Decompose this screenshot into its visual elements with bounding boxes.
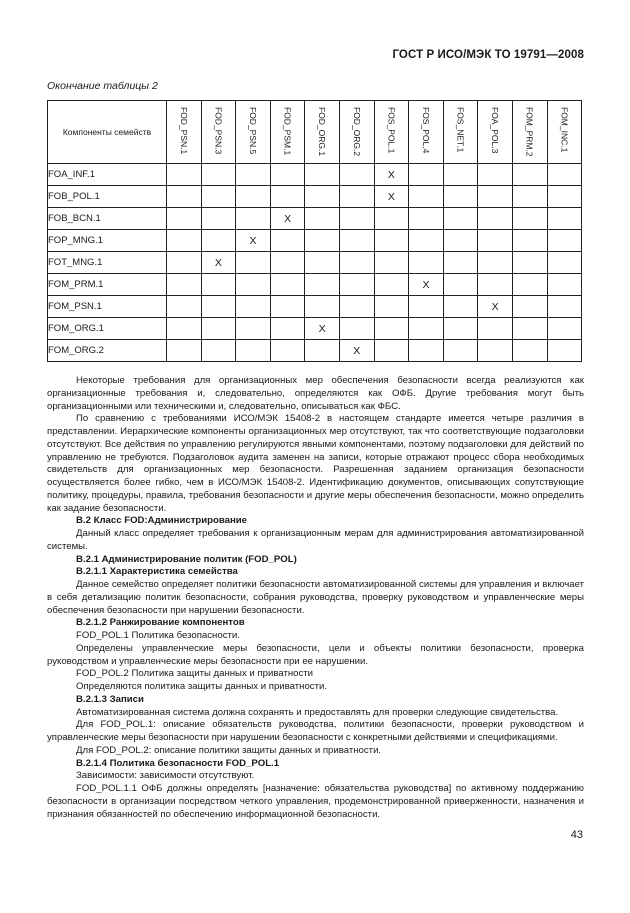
table-row bbox=[48, 340, 582, 362]
row-label: FOA_INF.1 bbox=[48, 164, 167, 186]
table-cell bbox=[478, 274, 513, 296]
table-cell bbox=[512, 274, 547, 296]
paragraph: FOD_POL.1.1 ОФБ должны определять [назначение: обязательства руководства] по активному поддержанию безопасности в организации посредством четкого управления, продемонстрированной приверженности, назначения и признания обязанностей по обеспечению информационной безопасности. bbox=[47, 783, 584, 820]
table-cell bbox=[201, 208, 236, 230]
table-cell bbox=[409, 208, 444, 230]
table-cell bbox=[374, 208, 409, 230]
section-heading: В.2 Класс FOD:Администрирование bbox=[76, 515, 248, 527]
table-cell bbox=[547, 274, 582, 296]
table-cell bbox=[270, 318, 305, 340]
column-header bbox=[201, 101, 236, 164]
table-cell bbox=[409, 318, 444, 340]
table-cell bbox=[201, 340, 236, 362]
table-cell bbox=[167, 208, 202, 230]
table-cell bbox=[167, 186, 202, 208]
table-cell bbox=[374, 318, 409, 340]
column-header-label: FOS_POL.4 bbox=[420, 107, 431, 154]
table-cell bbox=[201, 274, 236, 296]
table-cell: X bbox=[236, 230, 271, 252]
table-cell bbox=[339, 186, 374, 208]
table-cell bbox=[270, 274, 305, 296]
table-cell bbox=[547, 252, 582, 274]
paragraph: FOD_POL.1 Политика безопасности. bbox=[76, 630, 240, 641]
table-cell bbox=[443, 340, 478, 362]
table-cell bbox=[201, 164, 236, 186]
column-header-label: FOD_ORG.1 bbox=[317, 107, 328, 157]
table-cell bbox=[547, 208, 582, 230]
table-cell: X bbox=[374, 164, 409, 186]
document-header: ГОСТ Р ИСО/МЭК ТО 19791—2008 bbox=[392, 49, 584, 61]
table-cell bbox=[547, 164, 582, 186]
row-label: FOT_MNG.1 bbox=[48, 252, 167, 274]
table-cell bbox=[339, 208, 374, 230]
column-header bbox=[547, 101, 582, 164]
table-cell bbox=[201, 186, 236, 208]
row-label: FOM_PRM.1 bbox=[48, 274, 167, 296]
column-header bbox=[478, 101, 513, 164]
table-cell bbox=[305, 208, 340, 230]
row-label: FOP_MNG.1 bbox=[48, 230, 167, 252]
table-cell bbox=[270, 230, 305, 252]
table-cell bbox=[236, 274, 271, 296]
paragraph: Для FOD_POL.1: описание обязательств руководства, политики безопасности, проверки руководством и управленческие меры безопасности при нарушении безопасности с конкретными действиями и спецификациями. bbox=[47, 719, 584, 743]
table-cell bbox=[339, 318, 374, 340]
table-cell bbox=[512, 164, 547, 186]
table-cell bbox=[374, 252, 409, 274]
section-heading: В.2.1.4 Политика безопасности FOD_POL.1 bbox=[76, 757, 280, 769]
table-cell bbox=[409, 230, 444, 252]
table-cell bbox=[409, 296, 444, 318]
table-cell bbox=[478, 318, 513, 340]
paragraph: Автоматизированная система должна сохранять и предоставлять для проверки следующие свидетельства. bbox=[76, 706, 559, 718]
table-cell bbox=[236, 296, 271, 318]
table-cell bbox=[305, 164, 340, 186]
row-label: FOM_PSN.1 bbox=[48, 296, 167, 318]
table-cell bbox=[443, 230, 478, 252]
column-header-label: FOM_PRM.2 bbox=[524, 107, 535, 157]
body-text bbox=[47, 375, 584, 821]
table-cell bbox=[512, 208, 547, 230]
table-cell bbox=[443, 208, 478, 230]
column-header-label: FOD_PSN.3 bbox=[213, 107, 224, 155]
table-row bbox=[48, 296, 582, 318]
table-cell bbox=[512, 340, 547, 362]
column-header-label: FOD_PSN.5 bbox=[247, 107, 258, 155]
table-cell: X bbox=[270, 208, 305, 230]
column-header bbox=[305, 101, 340, 164]
table-cell bbox=[409, 340, 444, 362]
table-cell bbox=[305, 296, 340, 318]
table-cell: X bbox=[478, 296, 513, 318]
paragraph: FOD_POL.2 Политика защиты данных и приватности bbox=[76, 668, 314, 680]
table-cell bbox=[167, 274, 202, 296]
table-cell bbox=[512, 318, 547, 340]
table-cell bbox=[547, 340, 582, 362]
table-cell bbox=[478, 186, 513, 208]
table-cell bbox=[409, 186, 444, 208]
table-cell bbox=[236, 186, 271, 208]
column-header bbox=[374, 101, 409, 164]
table-cell bbox=[443, 252, 478, 274]
table-cell bbox=[339, 230, 374, 252]
table-cell bbox=[167, 164, 202, 186]
table-cell bbox=[443, 318, 478, 340]
column-header-label: FOD_PSM.1 bbox=[282, 107, 293, 156]
table-cell bbox=[305, 252, 340, 274]
table-cell bbox=[478, 252, 513, 274]
table-row bbox=[48, 186, 582, 208]
table-cell bbox=[512, 230, 547, 252]
table-cell bbox=[201, 230, 236, 252]
table-cell bbox=[443, 164, 478, 186]
table-cell bbox=[270, 340, 305, 362]
column-header bbox=[443, 101, 478, 164]
table-cell bbox=[339, 164, 374, 186]
column-header-label: FOA_POL.3 bbox=[490, 107, 501, 154]
table-cell bbox=[339, 296, 374, 318]
table-cell bbox=[167, 340, 202, 362]
table-cell bbox=[270, 252, 305, 274]
components-table bbox=[47, 100, 582, 362]
table-row bbox=[48, 274, 582, 296]
table-cell bbox=[270, 186, 305, 208]
table-cell bbox=[305, 230, 340, 252]
column-header-label: FOM_INC.1 bbox=[559, 107, 570, 153]
table-cell bbox=[512, 252, 547, 274]
table-cell bbox=[512, 186, 547, 208]
table-cell bbox=[305, 340, 340, 362]
table-cell bbox=[409, 252, 444, 274]
table-cell bbox=[201, 296, 236, 318]
table-cell bbox=[236, 318, 271, 340]
table-cell: X bbox=[305, 318, 340, 340]
row-label: FOB_BCN.1 bbox=[48, 208, 167, 230]
table-cell bbox=[478, 208, 513, 230]
table-cell bbox=[167, 318, 202, 340]
table-cell: X bbox=[339, 340, 374, 362]
section-heading: В.2.1 Администрирование политик (FOD_POL) bbox=[76, 553, 297, 565]
table-cell bbox=[201, 318, 236, 340]
paragraph: Определяются политика защиты данных и приватности. bbox=[76, 681, 327, 692]
row-label: FOB_POL.1 bbox=[48, 186, 167, 208]
paragraph: Зависимости: зависимости отсутствуют. bbox=[76, 770, 255, 782]
table-cell bbox=[547, 318, 582, 340]
table-cell bbox=[236, 164, 271, 186]
paragraph: Для FOD_POL.2: описание политики защиты данных и приватности. bbox=[76, 744, 382, 756]
table-cell bbox=[547, 186, 582, 208]
table-row bbox=[48, 230, 582, 252]
section-heading: В.2.1.1 Характеристика семейства bbox=[76, 566, 238, 578]
row-label: FOM_ORG.1 bbox=[48, 318, 167, 340]
column-header bbox=[339, 101, 374, 164]
row-label: FOM_ORG.2 bbox=[48, 340, 167, 362]
table-cell bbox=[443, 186, 478, 208]
table-row bbox=[48, 252, 582, 274]
column-header-label: FOS_POL.1 bbox=[386, 107, 397, 154]
paragraph: Некоторые требования для организационных мер обеспечения безопасности всегда реализуются как организационные требования и, следовательно, определяются как ОФБ. Другие требования могут быть организационными или техническими и, следовательно, описываться как ФБС. bbox=[47, 375, 584, 412]
table-cell bbox=[236, 340, 271, 362]
table-cell bbox=[270, 296, 305, 318]
table-row bbox=[48, 164, 582, 186]
column-header-label: FOS_NET.1 bbox=[455, 107, 466, 153]
table-cell bbox=[374, 274, 409, 296]
table-cell bbox=[547, 296, 582, 318]
column-header bbox=[167, 101, 202, 164]
column-header bbox=[512, 101, 547, 164]
table-cell bbox=[270, 164, 305, 186]
section-heading: В.2.1.2 Ранжирование компонентов bbox=[76, 617, 245, 629]
page-number: 43 bbox=[570, 829, 583, 841]
column-header-label: FOD_PSN.1 bbox=[178, 107, 189, 155]
table-row bbox=[48, 318, 582, 340]
table-cell bbox=[478, 230, 513, 252]
table-cell bbox=[478, 340, 513, 362]
column-header bbox=[409, 101, 444, 164]
table-cell bbox=[167, 252, 202, 274]
table-cell: X bbox=[374, 186, 409, 208]
table-cell bbox=[236, 252, 271, 274]
table-cell bbox=[167, 296, 202, 318]
table-cell bbox=[339, 252, 374, 274]
table-row bbox=[48, 208, 582, 230]
paragraph: Данное семейство определяет политики безопасности автоматизированной системы для управления и включает в себя детализацию политик безопасности, собрания руководства, проверку руководством и управленческие меры обеспечения безопасности при нарушении безопасности. bbox=[47, 579, 584, 616]
table-cell bbox=[305, 186, 340, 208]
table-cell bbox=[236, 208, 271, 230]
table-cell bbox=[443, 296, 478, 318]
table-cell bbox=[512, 296, 547, 318]
table-cell: X bbox=[201, 252, 236, 274]
table-cell bbox=[339, 274, 374, 296]
column-header bbox=[236, 101, 271, 164]
paragraph: По сравнению с требованиями ИСО/МЭК 15408-2 в настоящем стандарте имеется четыре различия в представлении. Иерархические компоненты организационных мер отсутствуют, так что соответствующие подзаголовки отсутствуют. Все действия по управлению регулируются явными компонентами, поэтому подзаголовки для действий по управлению не требуются. Подзаголовок аудита заменен на записи, которые отражают процесс сбора необходимых свидетельств для организационных мер безопасности. Разрешенная заданием организация безопасности осуществляется более гибко, чем в ИСО/МЭК 15408-2. Идентификацию документов, описывающих сопутствующие политику, процедуры, правила, требования безопасности и другие меры обеспечения безопасности, можно определить как задание безопасности. bbox=[47, 413, 584, 514]
table-cell bbox=[478, 164, 513, 186]
table-cell: X bbox=[409, 274, 444, 296]
table-cell bbox=[374, 340, 409, 362]
table-caption: Окончание таблицы 2 bbox=[47, 80, 158, 92]
table-cell bbox=[374, 230, 409, 252]
table-cell bbox=[443, 274, 478, 296]
section-heading: В.2.1.3 Записи bbox=[76, 693, 144, 705]
table-cell bbox=[305, 274, 340, 296]
table-cell bbox=[547, 230, 582, 252]
paragraph: Определены управленческие меры безопасности, цели и объекты политики безопасности, проверка руководством и управленческие меры безопасности при ее нарушении. bbox=[47, 642, 584, 667]
table-cell bbox=[409, 164, 444, 186]
paragraph: Данный класс определяет требования к организационным мерам для администрирования автоматизированной системы. bbox=[47, 528, 584, 552]
column-header-label: FOD_ORG.2 bbox=[351, 107, 362, 157]
column-header bbox=[270, 101, 305, 164]
table-corner-header: Компоненты семейств bbox=[48, 101, 167, 164]
table-cell bbox=[374, 296, 409, 318]
table-cell bbox=[167, 230, 202, 252]
